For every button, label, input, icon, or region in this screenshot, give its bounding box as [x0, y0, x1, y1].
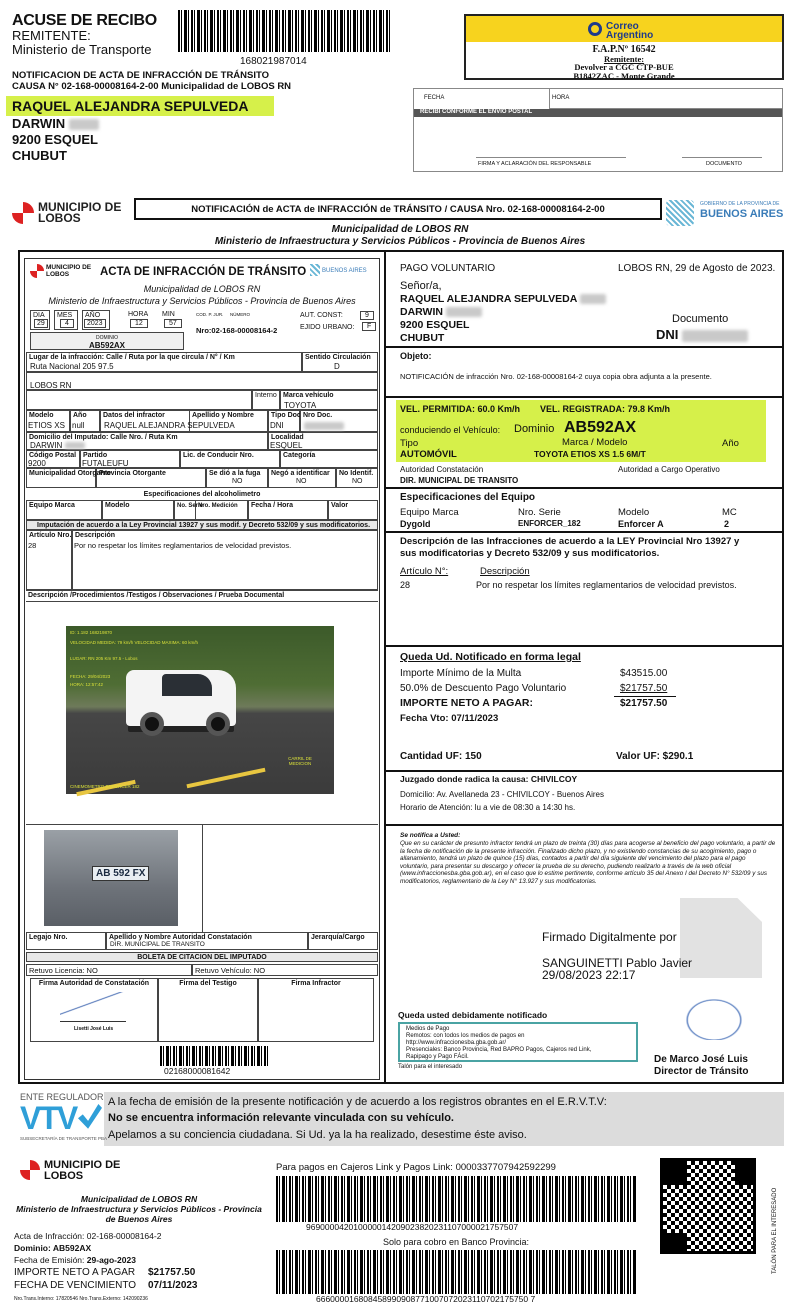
form-hora-label: HORA — [552, 95, 570, 101]
correo-brand: Correo Argentino — [606, 21, 654, 41]
pago-name: RAQUEL ALEJANDRA SEPULVEDA — [400, 293, 606, 305]
vel-registrada: VEL. REGISTRADA: 79.8 Km/h — [540, 404, 671, 414]
acta-title: ACTA DE INFRACCIÓN DE TRÁNSITO — [100, 266, 307, 278]
legal-text: Que en su carácter de presunto infractor tendrá un plazo de treinta (30) días para acogerse al beneficio del pago voluntario, a partir de la fecha de notificación de la presente infracción. Finalizado dicho plazo, y no existiendo constancias de su acogimiento, pago o allanamiento, tendrá un plazo de quince (15) días, contados a partir del día siguiente del vencimiento del plazo para el pago voluntario, para presentar su descargo y ofrecer la prueba de su derecho, pudiendo realizarlo a través de la web oficial (www.infraccionesba.gba.gob.ar), en el caso que lo estime pertinente, conforme artículo 35 del Anexo I del Decreto N° 532/09 y sus modificatorios, reglamentario de la Ley N° 13.927 y sus modificatorias. — [400, 840, 776, 885]
acuse-title: ACUSE DE RECIBO — [12, 12, 157, 29]
marca-value: TOYOTA — [284, 401, 317, 410]
acta-descripcion: Por no respetar los límites reglamentarios de velocidad previstos. — [74, 541, 292, 550]
acta-muni: Municipalidad de LOBOS RN — [143, 284, 261, 294]
pago-tipo: AUTOMÓVIL — [400, 449, 457, 460]
remitente-value: Ministerio de Transporte — [12, 42, 152, 57]
director-signature-image — [674, 990, 754, 1040]
director-title: Director de Tránsito — [654, 1066, 749, 1077]
receipt-form — [413, 88, 783, 172]
min-cell: MIN — [162, 311, 175, 318]
talon-barcode2 — [276, 1250, 636, 1294]
notif-line1: NOTIFICACION DE ACTA DE INFRACCIÓN DE TRÁNSITO — [12, 70, 270, 81]
acta-nro: Nro:02-168-00008164-2 — [196, 326, 278, 335]
banner-gba-small: GOBIERNO DE LA PROVINCIA DE — [700, 201, 780, 207]
talon-logo-icon — [20, 1160, 40, 1180]
infractor-name: RAQUEL ALEJANDRA SEPULVEDA — [104, 421, 235, 430]
plate-photo — [44, 830, 178, 926]
remitente-label: REMITENTE: — [12, 28, 91, 43]
correo-logo-icon — [588, 22, 602, 36]
top-barcode-number: 168021987014 — [240, 56, 307, 67]
form-documento-label: DOCUMENTO — [706, 161, 742, 167]
recipient-street: DARWIN — [12, 116, 99, 131]
pago-date: LOBOS RN, 29 de Agosto de 2023. — [618, 263, 776, 274]
banner-ministry: Ministerio de Infraestructura y Servicios Públicos - Provincia de Buenos Aires — [214, 236, 586, 247]
banner-municipio-logo: MUNICIPIO DE LOBOS — [38, 200, 122, 225]
importe-value: $43515.00 — [620, 668, 668, 679]
vel-permitida: VEL. PERMITIDA: 60.0 Km/h — [400, 404, 521, 414]
vtv-check-icon — [78, 1104, 102, 1130]
dominio-cell: DOMINIO AB592AX — [30, 332, 184, 350]
director-name: De Marco José Luis — [654, 1054, 748, 1065]
pago-title: PAGO VOLUNTARIO — [400, 263, 496, 274]
correo-line2: B1842ZAC - Monte Grande — [573, 71, 675, 81]
talon-logo: MUNICIPIO DE LOBOS — [44, 1159, 121, 1182]
firmante-name: SANGUINETTI Pablo Javier — [542, 956, 693, 970]
banner-title-box — [134, 198, 662, 220]
banner-title: NOTIFICACIÓN de ACTA de INFRACCIÓN de TRÁNSITO / CAUSA Nro. 02-168-00008164-2-00 — [191, 204, 605, 215]
correo-box — [464, 14, 784, 80]
form-firma-label: FIRMA Y ACLARACIÓN DEL RESPONSABLE — [478, 161, 592, 167]
acta-logo-icon — [30, 264, 44, 278]
talon-importe: $21757.50 — [148, 1267, 196, 1278]
talon-barcode1 — [276, 1176, 636, 1222]
pago-marca: TOYOTA ETIOS XS 1.5 6M/T — [534, 449, 646, 459]
gba-logo-icon — [666, 200, 694, 226]
municipio-logo-icon — [12, 202, 34, 224]
vtv-logo: VTV — [20, 1100, 77, 1136]
medios-box: Medios de Pago Remotos: con todos los medios de pagos en http://www.infraccionesba.gba.gob.ar/ Presenciales: Banco Provincia, Red BAPRO Pagos, Cajeros red Link, Rapipago y Pago FÁcil. — [398, 1022, 638, 1062]
recipient-province: CHUBUT — [12, 148, 67, 163]
acta-ministry: Ministerio de Infraestructura y Servicios Públicos - Provincia de Buenos Aires — [48, 296, 356, 306]
form-recibi-label: RECIBI CONFORME EL ENVIO POSTAL — [420, 109, 533, 115]
acta-gba-icon — [310, 264, 320, 276]
acta-barcode — [160, 1046, 270, 1066]
pago-desc: Por no respetar los límites reglamentarios de velocidad previstos. — [476, 580, 737, 590]
recipient-name: RAQUEL ALEJANDRA SEPULVEDA — [12, 98, 249, 114]
acta-barcode-number: 02168000081642 — [164, 1066, 231, 1076]
mes-cell: MES — [54, 310, 78, 330]
objeto-text: NOTIFICACIÓN de infracción Nro. 02-168-00008164-2 cuya copia obra adjunta a la presente. — [400, 372, 712, 381]
descuento-value: $21757.50 — [620, 683, 668, 694]
recipient-city: 9200 ESQUEL — [12, 132, 98, 147]
notif-line2: CAUSA N° 02-168-00008164-2-00 Municipalidad de LOBOS RN — [12, 81, 292, 92]
pago-dni: DNI — [656, 327, 748, 342]
acta-gba: BUENOS AIRES — [322, 268, 367, 274]
hora-cell: HORA — [128, 311, 149, 318]
correo-fapn: F.A.P.Nº 16542 — [592, 44, 656, 55]
top-barcode — [178, 10, 390, 52]
plate-text: AB 592 FX — [92, 866, 149, 881]
neto-value: $21757.50 — [620, 698, 668, 709]
dia-cell: DIA — [30, 310, 50, 330]
form-fecha-label: FECHA — [424, 95, 445, 101]
pago-dominio: AB592AX — [564, 419, 637, 436]
localidad-value: LOBOS RN — [30, 381, 72, 390]
banner-muni: Municipalidad de LOBOS RN — [331, 224, 469, 235]
talon-qr-code — [660, 1158, 756, 1254]
correo-line1: Devolver a CGC CTP-BUE — [574, 62, 674, 72]
banner-gba: BUENOS AIRES — [700, 208, 784, 220]
lugar-value: Ruta Nacional 205 97.5 — [30, 362, 114, 371]
evidence-photo: ID: 1.182 168219870 VELOCIDAD MEDIDA: 79 km/h VELOCIDAD MAXIMA: 60 km/h LUGAR: RN 205 Km 97.5 - Lobos FECHA: 29/04/2023 HORA: 12:57:42 CARRIL DE MEDICION CINEMOMETRO ENFORCER 182 — [66, 626, 334, 794]
talon-vto: 07/11/2023 — [148, 1280, 198, 1291]
anio-cell: AÑO — [82, 310, 110, 330]
correo-remitente: Remitente: — [603, 54, 645, 64]
acta-logo: MUNICIPIO DE LOBOS — [46, 264, 92, 278]
firma-autoridad-image — [60, 992, 126, 1022]
